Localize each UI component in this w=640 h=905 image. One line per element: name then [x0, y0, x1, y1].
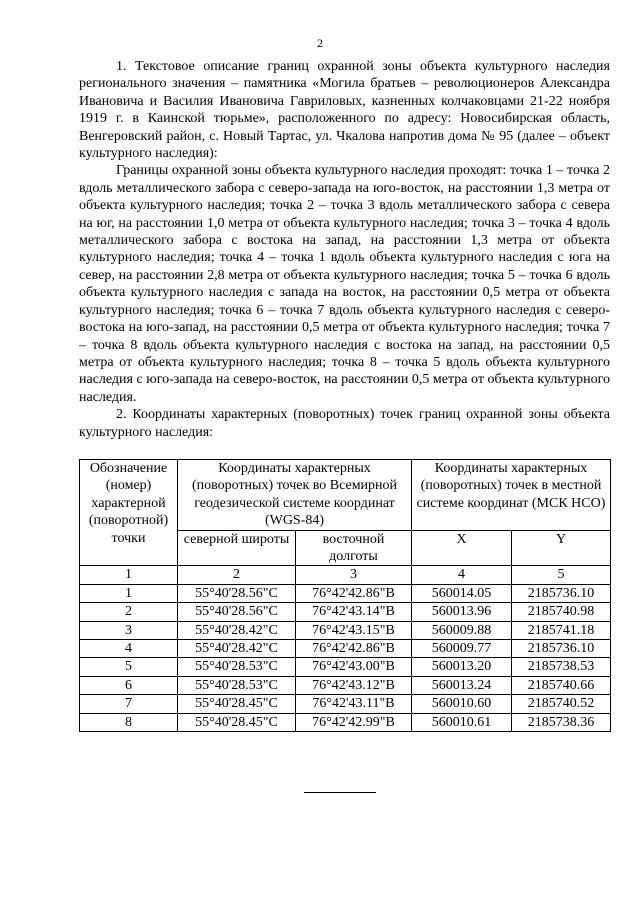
- x-cell: 560013.24: [412, 676, 512, 694]
- latitude-cell: 55°40'28.42"С: [178, 621, 296, 639]
- table-row: [80, 603, 611, 621]
- column-number: 1: [80, 566, 178, 584]
- subheader-x: X: [412, 530, 512, 566]
- table-row: [80, 640, 611, 658]
- y-cell: 2185738.36: [512, 713, 611, 731]
- table-row: [80, 695, 611, 713]
- longitude-cell: 76°42'42.99"В: [296, 713, 412, 731]
- longitude-cell: 76°42'43.00"В: [296, 658, 412, 676]
- table-row: [80, 621, 611, 639]
- subheader-y: Y: [512, 530, 611, 566]
- subheader-longitude: восточной долготы: [296, 530, 412, 566]
- x-cell: 560010.60: [412, 695, 512, 713]
- page-number: 2: [317, 36, 323, 50]
- longitude-cell: 76°42'42.86"В: [296, 640, 412, 658]
- latitude-cell: 55°40'28.53"С: [178, 676, 296, 694]
- point-number-cell: 1: [80, 584, 178, 602]
- x-cell: 560013.20: [412, 658, 512, 676]
- y-cell: 2185740.98: [512, 603, 611, 621]
- point-number-cell: 6: [80, 676, 178, 694]
- column-number-row: [80, 566, 611, 584]
- column-number: 3: [296, 566, 412, 584]
- latitude-cell: 55°40'28.45"С: [178, 695, 296, 713]
- subheader-latitude: северной широты: [178, 530, 296, 566]
- y-cell: 2185741.18: [512, 621, 611, 639]
- longitude-cell: 76°42'43.11"В: [296, 695, 412, 713]
- header-point-number: Обозначение (номер) характерной (поворотной) точки: [80, 460, 178, 566]
- table-row: [80, 584, 611, 602]
- latitude-cell: 55°40'28.45"С: [178, 713, 296, 731]
- latitude-cell: 55°40'28.56"С: [178, 603, 296, 621]
- column-number: 4: [412, 566, 512, 584]
- table-row: [80, 713, 611, 731]
- latitude-cell: 55°40'28.56"С: [178, 584, 296, 602]
- point-number-cell: 8: [80, 713, 178, 731]
- table-row: [80, 658, 611, 676]
- table-row: [80, 676, 611, 694]
- column-number: 2: [178, 566, 296, 584]
- separator-line: [304, 792, 376, 793]
- x-cell: 560009.77: [412, 640, 512, 658]
- point-number-cell: 7: [80, 695, 178, 713]
- header-wgs84: Координаты характерных (поворотных) точек во Всемирной геодезической системе координат (WGS-84): [178, 460, 412, 531]
- y-cell: 2185736.10: [512, 640, 611, 658]
- x-cell: 560009.88: [412, 621, 512, 639]
- latitude-cell: 55°40'28.42"С: [178, 640, 296, 658]
- y-cell: 2185740.52: [512, 695, 611, 713]
- paragraph-boundary-intro: 1. Текстовое описание границ охранной зоны объекта культурного наследия регионального значения – памятника «Могила братьев – революционеров Александра Ивановича и Василия Ивановича Гавриловых, казненных колчаковцами 21-22 ноября 1919 г. в Каинской тюрьме», расположенного по адресу: Новосибирская область, Венгеровский район, с. Новый Тартас, ул. Чкалова напротив дома № 95 (далее – объект культурного наследия):: [79, 59, 610, 162]
- x-cell: 560010.61: [412, 713, 512, 731]
- y-cell: 2185738.53: [512, 658, 611, 676]
- header-msk-nso: Координаты характерных (поворотных) точек в местной системе координат (МСК НСО): [412, 460, 611, 531]
- longitude-cell: 76°42'43.14"В: [296, 603, 412, 621]
- y-cell: 2185736.10: [512, 584, 611, 602]
- x-cell: 560013.96: [412, 603, 512, 621]
- x-cell: 560014.05: [412, 584, 512, 602]
- point-number-cell: 4: [80, 640, 178, 658]
- coordinates-table: [79, 459, 611, 732]
- body-text: [79, 58, 610, 441]
- paragraph-boundary-description: Границы охранной зоны объекта культурного наследия проходят: точка 1 – точка 2 вдоль металлического забора с северо-запада на юго-восток, на расстоянии 1,3 метра от объекта культурного наследия; точка 2 – точка 3 вдоль металлического забора с севера на юг, на расстоянии 1,0 метра от объекта культурного наследия; точка 3 – точка 4 вдоль металлического забора с востока на запад, на расстоянии 1,3 метра от объекта культурного наследия; точка 4 – точка 1 вдоль объекта культурного наследия с юга на север, на расстоянии 2,8 метра от объекта культурного наследия; точка 5 – точка 6 вдоль объекта культурного наследия с запада на восток, на расстоянии 0,5 метра от объекта культурного наследия; точка 6 – точка 7 вдоль объекта культурного наследия с северо-востока на юго-запад, на расстоянии 0,5 метра от объекта культурного наследия; точка 7 – точка 8 вдоль объекта культурного наследия с востока на запад, на расстоянии 0,5 метра от объекта культурного наследия; точка 8 – точка 5 вдоль объекта культурного наследия с юго-запада на северо-восток, на расстоянии 0,5 метра от объекта культурного наследия.: [79, 163, 610, 405]
- column-number: 5: [512, 566, 611, 584]
- point-number-cell: 2: [80, 603, 178, 621]
- paragraph-coordinates-intro: 2. Координаты характерных (поворотных) точек границ охранной зоны объекта культурного наследия:: [79, 407, 610, 440]
- y-cell: 2185740.66: [512, 676, 611, 694]
- table-header-row: [80, 460, 611, 531]
- point-number-cell: 3: [80, 621, 178, 639]
- longitude-cell: 76°42'43.12"В: [296, 676, 412, 694]
- longitude-cell: 76°42'42.86"В: [296, 584, 412, 602]
- longitude-cell: 76°42'43.15"В: [296, 621, 412, 639]
- point-number-cell: 5: [80, 658, 178, 676]
- latitude-cell: 55°40'28.53"С: [178, 658, 296, 676]
